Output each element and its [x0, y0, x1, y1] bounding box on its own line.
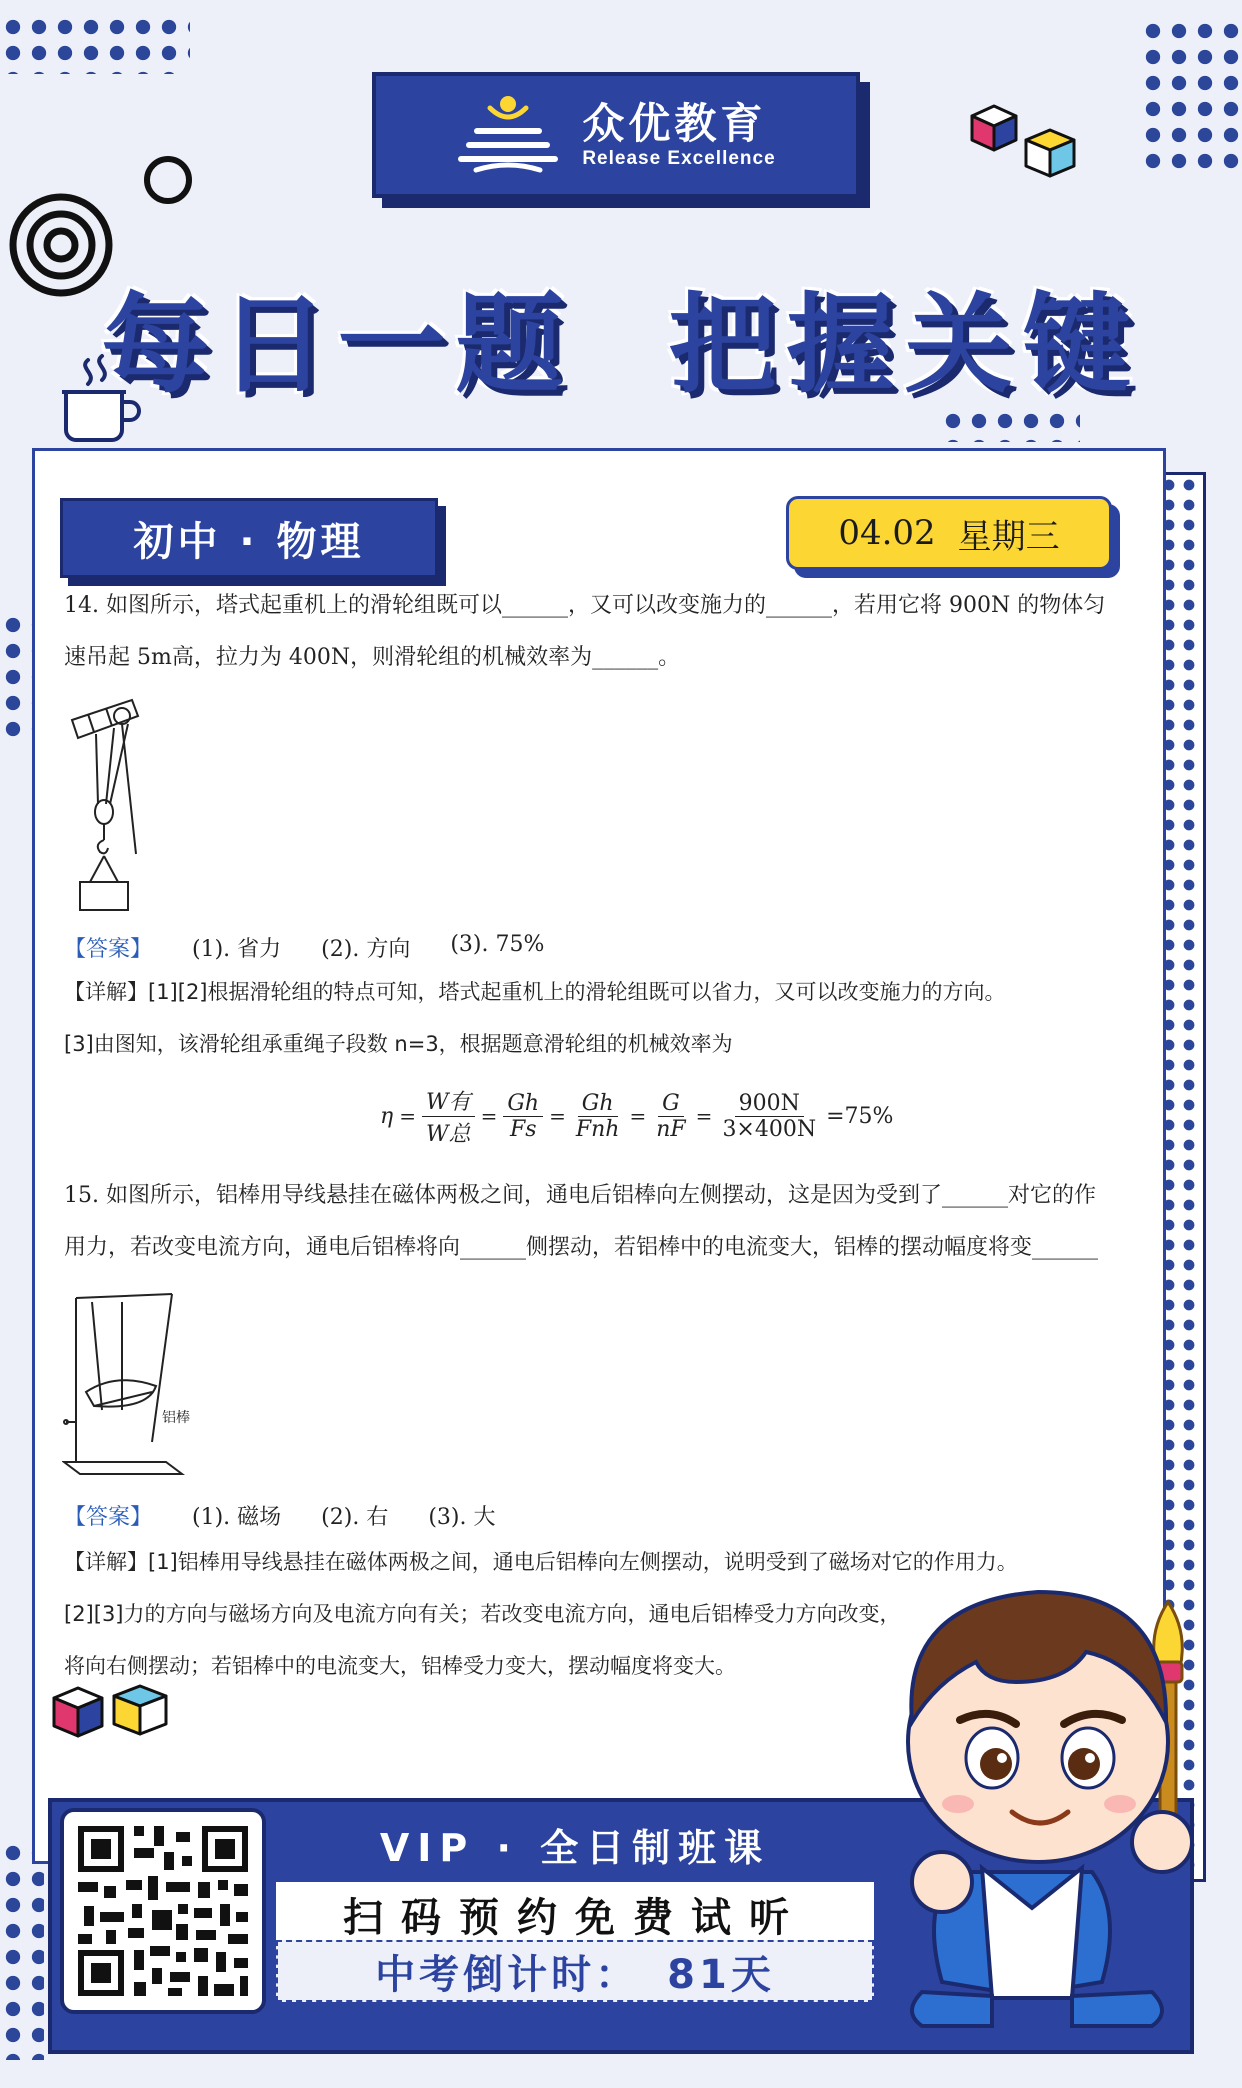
answer-item: (2). 方向	[321, 937, 411, 962]
answer-15	[64, 1500, 495, 1531]
formula-term: $\frac{Gh}{\text{Fnh}}$	[575, 1090, 620, 1142]
answer-item: (2). 右	[321, 1505, 389, 1530]
dot-pattern-left	[0, 612, 32, 742]
logo-mark-icon	[456, 92, 560, 178]
page-title: 每日一题 把握关键	[101, 283, 1141, 408]
answer-label: 【答案】	[64, 937, 153, 962]
formula-term: $\frac{Gh}{Fs}$	[503, 1091, 543, 1142]
figure-label: 铝棒	[162, 1410, 190, 1426]
date-tag	[786, 496, 1112, 570]
ring-icon	[138, 150, 198, 210]
question-14-line-1: 14. 如图所示，塔式起重机上的滑轮组既可以______，又可以改变施力的______，若用它将 900N 的物体匀	[64, 593, 1106, 618]
formula-term: $\frac{G}{nF}$	[656, 1090, 686, 1142]
dot-pattern-bottom-left	[0, 1840, 44, 2060]
logo-name: 众优教育	[582, 99, 767, 148]
exam-countdown	[276, 1940, 874, 2002]
formula-term: $\frac{\text{W有}}{\text{W总}}$	[422, 1085, 475, 1148]
answer-item: (3). 大	[428, 1505, 496, 1530]
scan-reserve-banner: 扫码预约免费试听	[276, 1882, 874, 1946]
answer-label: 【答案】	[64, 1505, 153, 1530]
qr-code-icon	[64, 1812, 262, 2010]
formula-term: $\frac{900N}{3\times 400N}$	[722, 1090, 817, 1142]
crane-pulley-figure	[66, 694, 156, 916]
qr-code[interactable]	[60, 1808, 266, 2014]
answer-item: (1). 省力	[192, 937, 282, 962]
dot-pattern-mid-right	[940, 408, 1080, 442]
countdown-value: 81天	[667, 1951, 775, 1998]
subject-tag: 初中 · 物理	[60, 498, 438, 578]
efficiency-formula: η = $\frac{\text{W有}}{\text{W总}}$ = $\frac{Gh}{Fs}$ = $\frac{Gh}{\text{Fnh}}$ = $\frac{G}{nF}$ = $\frac{900N}{3\times 400N}$ =75%	[380, 1078, 893, 1154]
answer-item: (3). 75%	[450, 932, 545, 957]
logo-banner	[372, 72, 860, 198]
detail-14-line-1: 【详解】[1][2]根据滑轮组的特点可知，塔式起重机上的滑轮组既可以省力，又可以改变施力的方向。	[64, 980, 1006, 1004]
detail-15-line-1: 【详解】[1]铝棒用导线悬挂在磁体两极之间，通电后铝棒向左侧摆动，说明受到了磁场对它的作用力。	[64, 1550, 1018, 1574]
question-15-line-1: 15. 如图所示，铝棒用导线悬挂在磁体两极之间，通电后铝棒向左侧摆动，这是因为受到了______对它的作	[64, 1183, 1096, 1208]
dot-pattern-top-right	[1140, 18, 1242, 178]
date-weekday: 星期三	[957, 516, 1060, 557]
formula-result: =75%	[826, 1103, 894, 1129]
countdown-label: 中考倒计时：	[375, 1951, 640, 1998]
question-15-line-2: 用力，若改变电流方向，通电后铝棒将向______侧摆动，若铝棒中的电流变大，铝棒的摆动幅度将变______	[64, 1235, 1099, 1260]
vip-class-banner: VIP · 全日制班课	[276, 1812, 874, 1876]
logo-subtitle: Release Excellence	[582, 148, 776, 169]
mascot-boy-icon	[862, 1572, 1212, 2040]
dot-pattern-top-left	[0, 14, 190, 74]
detail-15-line-2: [2][3]力的方向与磁场方向及电流方向有关；若改变电流方向，通电后铝棒受力方向改变，	[64, 1602, 901, 1626]
detail-15-line-3: 将向右侧摆动；若铝棒中的电流变大，铝棒受力变大，摆动幅度将变大。	[64, 1654, 736, 1678]
date-day: 04.02	[838, 513, 936, 553]
cube-icon	[50, 1682, 180, 1762]
formula-eta: η	[380, 1103, 394, 1129]
detail-14-line-2: [3]由图知，该滑轮组承重绳子段数 n=3，根据题意滑轮组的机械效率为	[64, 1032, 733, 1056]
cube-icon	[968, 100, 1088, 190]
aluminum-rod-figure	[62, 1292, 212, 1482]
question-14-line-2: 速吊起 5m高，拉力为 400N，则滑轮组的机械效率为______。	[64, 645, 681, 670]
answer-item: (1). 磁场	[192, 1505, 282, 1530]
answer-14	[64, 932, 544, 963]
